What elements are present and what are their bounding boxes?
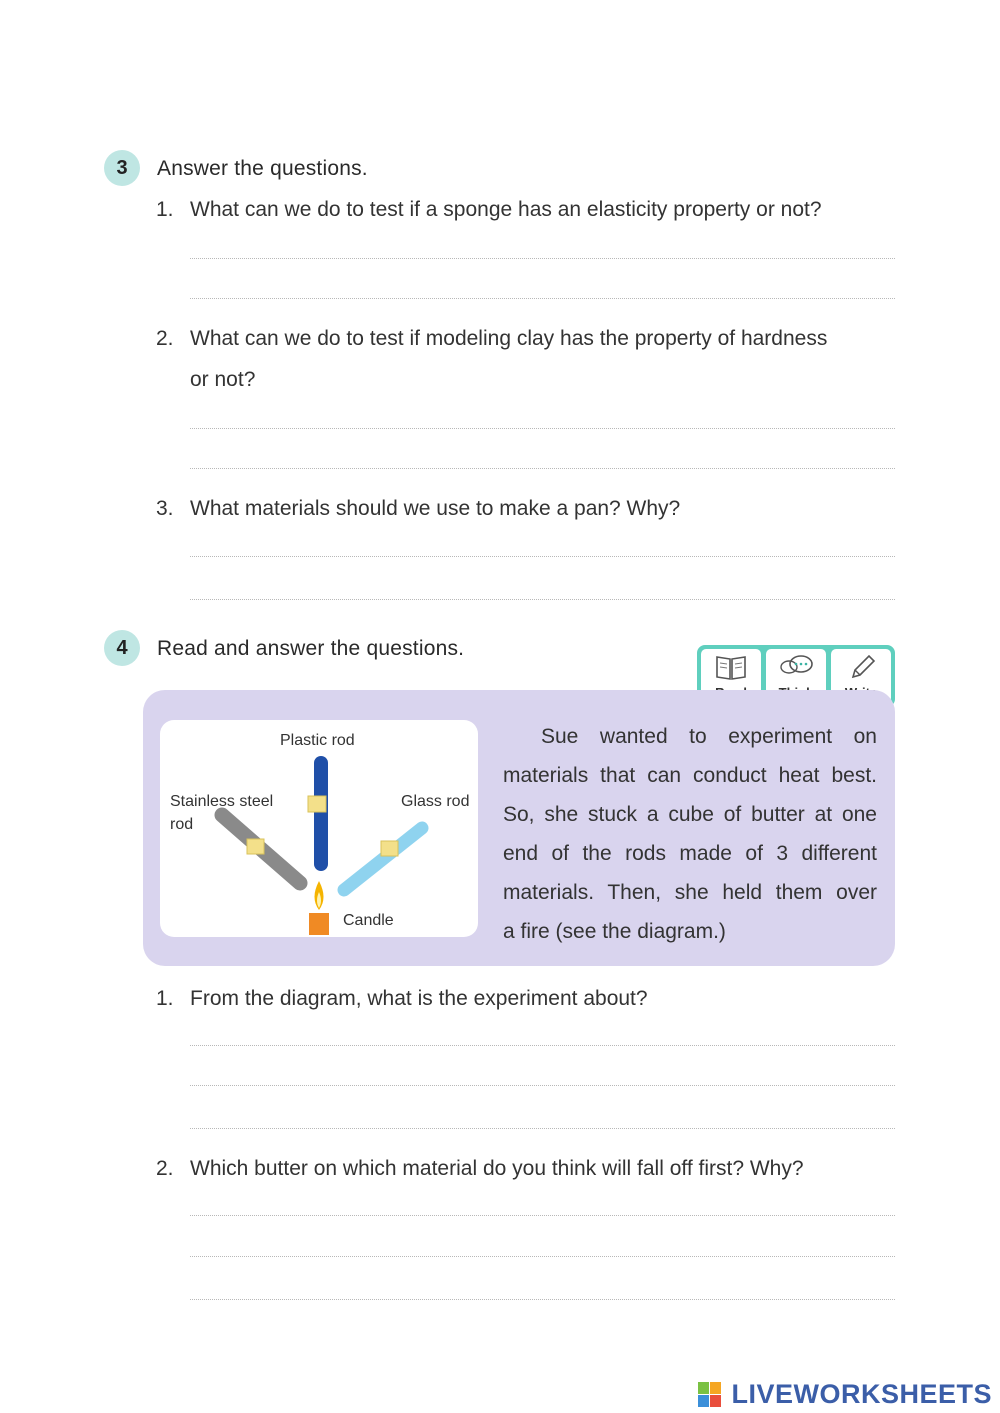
answer-line[interactable] — [190, 1045, 895, 1046]
candle-body — [309, 913, 329, 935]
question-4-1 — [156, 978, 901, 1019]
question-text: What can we do to test if modeling clay has the property of hardness — [190, 327, 828, 350]
story-line: materials that can conduct heat best. — [503, 764, 877, 787]
answer-line[interactable] — [190, 258, 895, 259]
section-4-badge — [104, 630, 140, 666]
answer-line[interactable] — [190, 599, 895, 600]
answer-line[interactable] — [190, 298, 895, 299]
section-4-title: Read and answer the questions. — [157, 637, 465, 660]
plastic-rod-label: Plastic rod — [280, 732, 355, 749]
glass-rod — [344, 828, 422, 890]
section-number: 4 — [116, 636, 128, 659]
section-3-badge — [104, 150, 140, 186]
answer-line[interactable] — [190, 556, 895, 557]
book-icon — [715, 653, 747, 681]
answer-line[interactable] — [190, 1215, 895, 1216]
answer-line[interactable] — [190, 1085, 895, 1086]
answer-line[interactable] — [190, 1256, 895, 1257]
story-text — [503, 717, 877, 951]
story-line: a fire (see the diagram.) — [503, 920, 726, 943]
diagram-drawing — [160, 720, 478, 937]
experiment-diagram — [160, 720, 478, 937]
question-number: 1. — [156, 198, 174, 221]
stainless-steel-label: Stainless steel — [170, 793, 274, 810]
question-text: What materials should we use to make a pan? Why? — [190, 497, 681, 520]
question-number: 3. — [156, 497, 174, 520]
question-number: 2. — [156, 327, 174, 350]
question-text-continued: or not? — [190, 368, 256, 391]
answer-line[interactable] — [190, 468, 895, 469]
section-number: 3 — [116, 156, 128, 179]
liveworksheets-logo-icon — [698, 1382, 722, 1408]
story-line: So, she stuck a cube of butter at one — [503, 803, 877, 826]
butter-cube-glass — [381, 841, 398, 856]
glass-rod-label: Glass rod — [401, 793, 470, 810]
question-3-3 — [156, 488, 901, 529]
section-3-title: Answer the questions. — [157, 157, 368, 180]
question-number: 2. — [156, 1157, 174, 1180]
butter-cube-steel — [247, 839, 264, 854]
question-number: 1. — [156, 987, 174, 1010]
story-line: Sue wanted to experiment on — [541, 725, 877, 748]
question-text: Which butter on which material do you think will fall off first? Why? — [190, 1157, 804, 1180]
pencil-icon — [847, 653, 877, 681]
stainless-steel-label-2: rod — [170, 816, 194, 833]
candle-label: Candle — [343, 912, 394, 929]
question-4-2 — [156, 1148, 901, 1189]
liveworksheets-brand: LIVEWORKSHEETS — [731, 1379, 992, 1409]
story-line: materials. Then, she held them over — [503, 881, 877, 904]
question-3-2 — [156, 318, 901, 400]
butter-cube-plastic — [308, 796, 326, 812]
question-text: What can we do to test if a sponge has an elasticity property or not? — [190, 198, 822, 221]
story-line: end of the rods made of 3 different — [503, 842, 877, 865]
answer-line[interactable] — [190, 428, 895, 429]
answer-line[interactable] — [190, 1299, 895, 1300]
speech-bubble-icon — [779, 653, 813, 681]
question-3-1 — [156, 189, 901, 230]
question-text: From the diagram, what is the experiment about? — [190, 987, 648, 1010]
answer-line[interactable] — [190, 1128, 895, 1129]
